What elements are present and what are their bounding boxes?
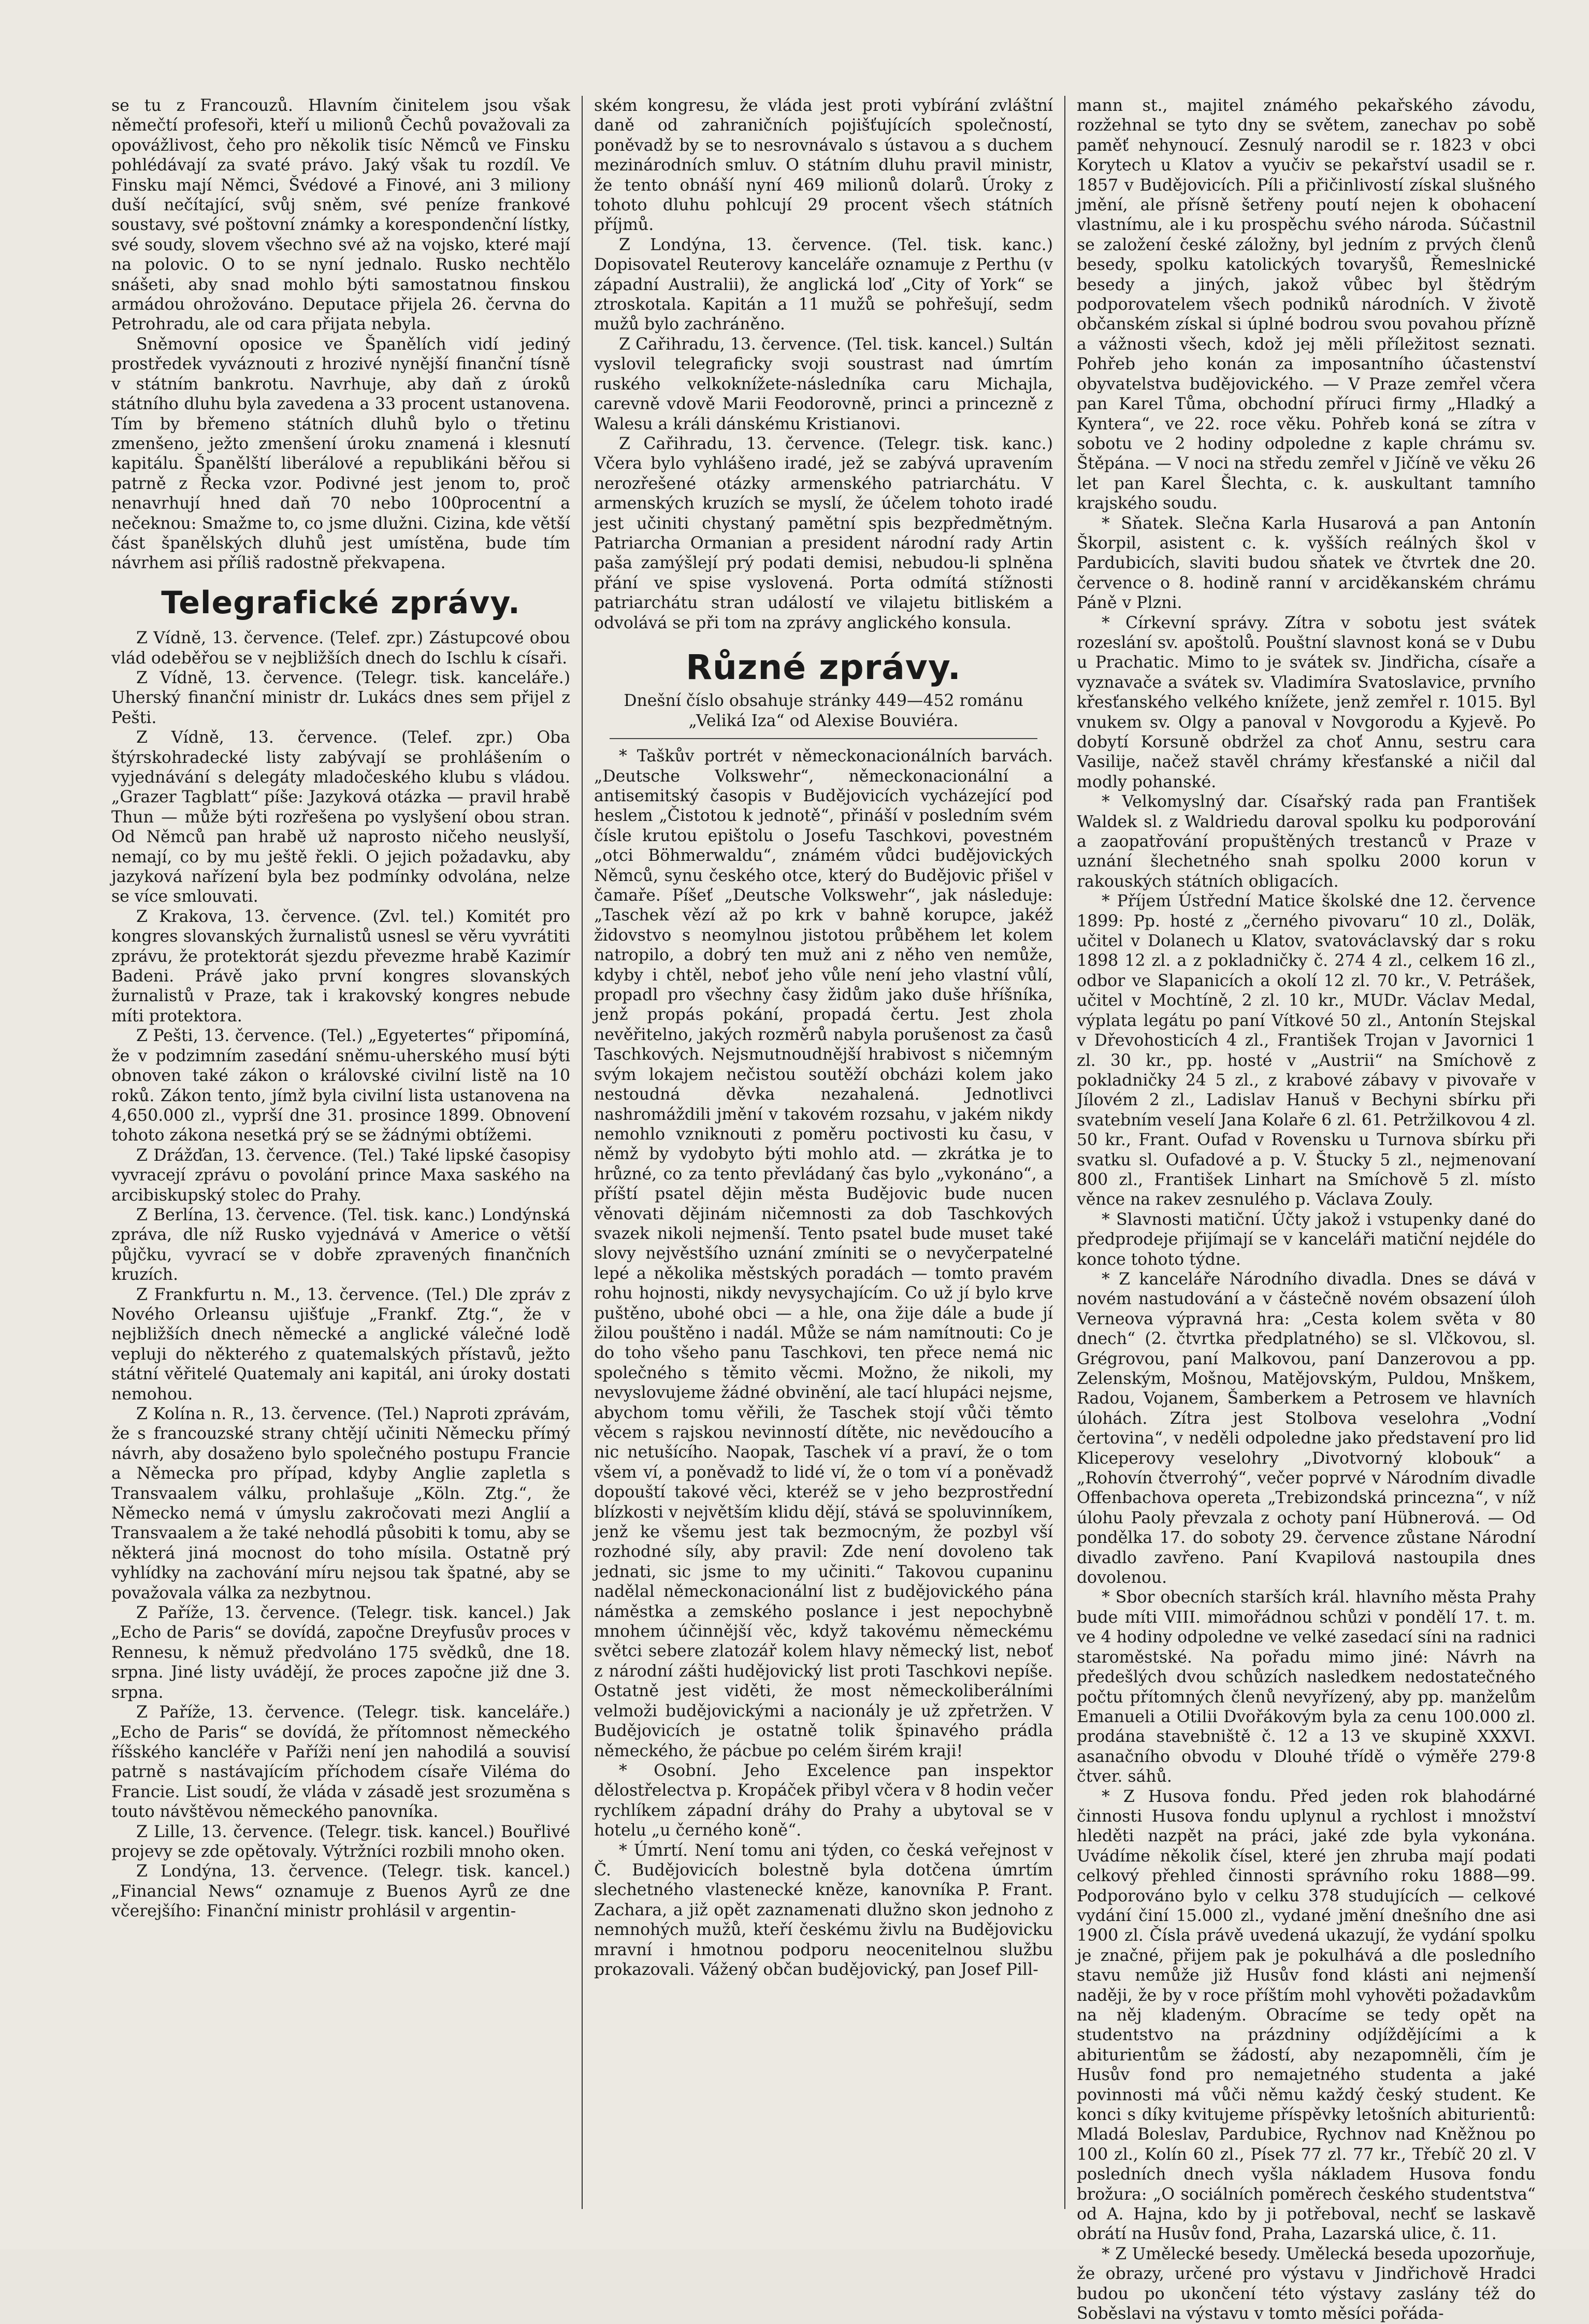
column-rule — [1064, 96, 1065, 2209]
telegram-item: Z Vídně, 13. července. (Telegr. tisk. kanceláře.) Uherský finanční ministr dr. Lukács dnes sem přijel z Pešti. — [111, 668, 570, 727]
section-heading-misc: Různé zprávy. — [686, 647, 961, 687]
news-item: * Církevní správy. Zítra v sobotu jest svátek rozeslání sv. apoštolů. Pouštní slavnost koná se v Dubu u Prachatic. Mimo to je svátek sv. Jindřicha, císaře a vyznavače a svátek sv. Vladimíra Svatoslavice, prvního křesťanského velkého knížete, jenž zemřel r. 1015. Byl vnukem sv. Olgy a panoval v Novgorodu a Kyjevě. Po dobytí Korsuně obdržel za choť Annu, sestru cara Vasilije, načež stavěl chrámy křesťanské a ničil dal modly pohanské. — [1077, 613, 1536, 791]
telegram-item: Z Pešti, 13. července. (Tel.) „Egyetertes“ připomíná, že v podzimním zasedání sněmu-uherského musí býti obnoven také zákon o královské civilní listě na 10 roků. Zákon tento, jímž byla civilní lista ustanovena na 4,650.000 zl., vyprší dne 31. prosince 1899. Obnovení tohoto zákona nesetká prý se se žádnými obtížemi. — [111, 1027, 570, 1145]
paragraph: mann st., majitel známého pekařského závodu, rozžehnal se tyto dny se světem, zanechav po sobě paměť nehynoucí. Zesnulý narodil se r. 1823 v obci Korytech u Klatov a vyučiv se pekařství usadil se r. 1857 v Budějovicích. Píli a přičinlivostí získal slušného jmění, ale přísně šetřeny poutí nejen k obohacení vlastnímu, ale i ku prospěchu svého národa. Súčastnil se založení české záložny, byl jedním z prvých členů besedy, spolku katolických tovaryšů, Řemeslnické besedy a jiných, jakož vůbec byl štědrým podporovatelem všech podniků národních. V životě občanském získal si úplné bodrou svou povahou přízně a vážnosti všech, kdož jej měli příležitost seznati. Pohřeb jeho konán za imposantního účastenství obyvatelstva budějovického. — V Praze zemřel včera pan Karel Tůma, obchodní příruci firmy „Hladký a Kyntera“, ve 22. roce věku. Pohřeb koná se zítra v sobotu ve 2 hodiny odpoledne z kaple chrámu sv. Štěpána. — V noci na středu zemřel v Jičíně ve věku 26 let pan Karel Šlechta, c. k. auskultant tamního krajského soudu. — [1077, 96, 1536, 513]
news-item: * Úmrtí. Není tomu ani týden, co česká veřejnost v Č. Budějovicích bolestně byla dotčena úmrtím slechetného vlastenecké kněze, kanovníka P. Frant. Zachara, a již opět zaznamenati dlužno skon jednoho z nemnohých mužů, kteří českému živlu na Budějovicku mravní i hmotnou podporu neocenitelnou službu prokazovali. Vážený občan budějovický, pan Josef Pill- — [594, 1841, 1053, 1979]
paragraph: Sněmovní oposice ve Španělích vidí jediný prostředek vyváznouti z hrozivé nynější finanční tísně v státním bankrotu. Navrhuje, aby daň z úroků státního dluhu byla zavedena a 33 procent ustanovena. Tím by břemeno státních dluhů bylo o třetinu zmenšeno, ježto zmenšení úroku znamená i klesnutí kapitálu. Španělští liberálové a republikáni běřou si patrně z Řecka vzor. Podivné jest jenom to, proč nenavrhují hned daň 70 nebo 100procentní a nečeknou: Smažme to, co jsme dlužni. Cizina, kde větší část španělských dluhů jest umístěna, bude tím návrhem asi příliš radostně překvapena. — [111, 335, 570, 573]
paragraph: ském kongresu, že vláda jest proti vybírání zvláštní daně od zahraničních pojišťujících společností, poněvadž by se to nesrovnávalo s ústavou a s duchem mezinárodních smluv. O státním dluhu pravil ministr, že tento obnáší nyní 469 milionů dolarů. Úroky z tohoto dluhu pohlcují 29 procent všech státních příjmů. — [594, 96, 1053, 235]
news-item: * Slavnosti matiční. Účty jakož i vstupenky dané do předprodeje přijímají se v kanceláři matiční nejdéle do konce tohoto týdne. — [1077, 1210, 1536, 1269]
column-1 — [111, 96, 570, 2209]
news-item: * Z Husova fondu. Před jeden rok blahodárné činnosti Husova fondu uplynul a rychlost i množství hleděti nazpět na práci, jaké zde byla vykonána. Uvádíme několik čísel, které jen zhruba mají podati celkový přehled činnosti správního roku 1888—99. Podporováno bylo v celku 378 studujících — celkové vydání činí 15.000 zl., vydané jmění dnešního dne asi 1900 zl. Čísla právě uvedená ukazují, že vydání spolku je značné, přijem pak je pokulhává a dle posledního stavu nemůže již Husův fond klásti ani nejmenší naději, že by v roce příštím mohl vyhověti požadavkům na něj kladeným. Obracíme se tedy opět na studentstvo na prázdniny odjíždějícími a k abiturientům se žádostí, aby nezapomněli, čím je Husův fond pro nemajetného studenta a jaké povinnosti má vůči němu každý český student. Ke konci s díky kvitujeme příspěvky letošních abiturientů: Mladá Boleslav, Pardubice, Rychnov nad Kněžnou po 100 zl., Kolín 60 zl., Písek 77 zl. 77 kr., Třebíč 20 zl. V posledních dnech vyšla nákladem Husova fondu brožura: „O sociálních poměrech českého studentstva“ od A. Hajna, kdo by ji potřeboval, nechť se laskavě obrátí na Husův fond, Praha, Lazarská ulice, č. 11. — [1077, 1787, 1536, 2244]
column-rule — [582, 96, 583, 2209]
telegram-item: Z Drážďan, 13. července. (Tel.) Také lipské časopisy vyvracejí zprávu o povolání prince Maxa saského na arcibiskupský stolec do Prahy. — [111, 1146, 570, 1205]
section-subtitle: Dnešní číslo obsahuje stránky 449—452 románu „Veliká Iza“ od Alexise Bouviéra. — [624, 691, 1023, 730]
section-heading-telegrams: Telegrafické zprávy. — [161, 584, 521, 621]
news-item: * Velkomyslný dar. Císařský rada pan František Waldek sl. z Waldriedu daroval spolku ku podporování a zaopatřování propuštěných trestanců v Praze v uznání šlechetného snah spolku 2000 korun v rakouských státních obligacích. — [1077, 792, 1536, 891]
news-item: * Sbor obecních starších král. hlavního města Prahy bude míti VIII. mimořádnou schůzi v pondělí 17. t. m. ve 4 hodiny odpoledne ve velké zasedací síni na radnici staroměstské. Na pořadu mimo jiné: Návrh na předešlých dvou schůzích nasledkem nedostatečného počtu přítomných členů nevyřízený, aby pp. manželům Emanueli a Otilii Dvořákovým byla za cenu 100.000 zl. prodána stavebniště č. 12 a 13 ve skupině XXXVI. asanačního obvodu v Dlouhé třídě o výměře 279·8 čtver. sáhů. — [1077, 1588, 1536, 1786]
telegram-item: Z Krakova, 13. července. (Zvl. tel.) Komitét pro kongres slovanských žurnalistů usnesl se věru vyvrátiti zprávu, že protektorát sjezdu převezme hrabě Kazimír Badeni. Právě jako první kongres slovanských žurnalistů v Praze, tak i krakovský kongres nebude míti protektora. — [111, 907, 570, 1026]
telegram-item: Z Berlína, 13. července. (Tel. tisk. kanc.) Londýnská zpráva, dle níž Rusko vyjednává v Americe o větší půjčku, vyvrací se v dobře zpravených finančních kruzích. — [111, 1205, 570, 1284]
telegram-item: Z Londýna, 13. července. (Telegr. tisk. kancel.) „Financial News“ oznamuje z Buenos Ayrů ze dne včerejšího: Finanční ministr prohlásil v argentin- — [111, 1862, 570, 1921]
columns — [111, 96, 1536, 2323]
news-item: * Příjem Ústřední Matice školské dne 12. července 1899: Pp. hosté z „černého pivovaru“ 10 zl., Doläk, učitel v Dolanech u Klatov, svatováclavský dar s roku 1898 12 zl. a z pokladničky č. 274 4 zl., celkem 16 zl., odbor ve Slapanicích a okolí 12 zl. 70 kr., V. Petrášek, učitel v Mochtíně, 2 zl. 10 kr., MUDr. Václav Medal, výplata legátu po paní Vítkové 50 zl., Antonín Stejskal v Dřevohosticích 4 zl., František Trojan v Javornici 1 zl. 30 kr., pp. hosté v „Austrii“ na Smíchově z pokladničky 24 5 zl., z krabové zábavy v pivovaře v Jílovém 2 zl., Ladislav Hanuš v Bechyni sbírku při svatebním veselí Jana Kolaře 6 zl. 61. Petržilkovou 4 zl. 50 kr., Frant. Oufad v Rovensku u Turnova sbírku při svatku sl. Oufadové a p. V. Štucky 5 zl., nejmenovaní 800 zl., František Linhart na Smíchově 5 zl. místo věnce na rakev zesnulého p. Václava Zouly. — [1077, 892, 1536, 1209]
column-2 — [594, 96, 1053, 2209]
column-3 — [1077, 96, 1536, 2323]
news-item: * Taškův portrét v německonacionálních barvách. „Deutsche Volkswehr“, německonacionální a antisemitský časopis v Budějovicích vycházející pod heslem „Čistotou k jednotě“, přináší v posledním svém čísle krutou epištolu o Josefu Taschkovi, povestném „otci Böhmerwaldu“, známém vůdci budějovických Němců, synu českého otce, který do Budějovic přišel v čamaře. Píšeť „Deutsche Volkswehr“, jak následuje: „Taschek vězí až po krk v bahně korupce, jakéž židovstvo s neomylnou jistotou průběhem let kolem natropilo, a dobrý ten muž ani z něho ven nemůže, kdyby i chtěl, neboť jeho vůle není jeho vlastní vůlí, propadl pro všechny časy židům jako duše hříšníka, jenž propás pokání, propadá čertu. Jest zhola nevěřitelno, jakých rozměrů nabyla porušenost za časů Taschkových. Nejsmutnoudnější hrabivost s ničemným svým lokajem nečistou soutěží obcházi kolem jako nestoudná děvka nezahalená. Jednotlivci nashromáždili jmění v takovém rozsahu, v jakém nikdy nemohlo vzniknouti z poměru poctivosti ku času, v němž by vydobyto býti mohlo atd. — zkrátka je to hrůzné, co za tento převládaný čas bylo „vykonáno“, a příští psatel dějin města Budějovic bude nucen věnovati dějinám ničemnosti za dob Taschkových svazek nikoli nejmenší. Tento psatel bude muset také slovy nejvěstšího uznání zmíniti se o nevyčerpatelné lepé a několika městských poradách — tomto pravém rohu hojnosti, nikdy nevysychajícím. Co už jí bylo krve puštěno, ubohé obci — a hle, ona žije dále a bude jí žilou pouštěno i nadál. Může se nám namítnouti: Co je do toho všeho panu Taschkovi, ten přece nemá nic společného s těmito věcmi. Možno, že nikoli, my nevyslovujeme žádné obvinění, ale tací hlupáci nejsme, abychom tomu věřili, že Taschek stojí vůči těmto věcem s rajskou nevinností dítěte, nic nevědoucího a nic netušícího. Naopak, Taschek ví a praví, že o tom všem ví, a poněvadž to lidé ví, že o tom ví a poněvadž dopouští takové věci, kteréž se v jeho bezprostřední blízkosti v největším klidu dějí, stává se spoluvinníkem, jenž ke všemu jest tak bezmocným, že pozbyl vší rozhodné síly, aby pravil: Zde není dovoleno tak jednati, sic jsme to my učiniti.“ Takovou cupaninu nadělal německonacionální list z budějovického pána náměstka a zemského poslance i jest nepochybně mnohem účinnější věc, když takovému německému světci sebere zlatozář kolem hlavy německý list, neboť z národní zášti hudějovický list proti Taschkovi nepíše. Ostatně jest viděti, že most německoliberálními velmoži budějovickými a nacionály je už zpřetržen. V Budějovicích je ostatně tolik špinavého prádla německého, že pácbue po celém širém kraji! — [594, 747, 1053, 1760]
telegram-item: Z Lille, 13. července. (Telegr. tisk. kancel.) Bouřlivé projevy se zde opětovaly. Výtržníci rozbili mnoho oken. — [111, 1822, 570, 1861]
telegram-item: Z Vídně, 13. července. (Telef. zpr.) Zástupcové obou vlád odeběřou se v nejbližších dnech do Ischlu k císaři. — [111, 629, 570, 668]
telegram-item: Z Kolína n. R., 13. července. (Tel.) Naproti zprávám, že s francouzské strany chtějí učiniti Německu přímý návrh, aby dosaženo bylo společného postupu Francie a Německa pro případ, kdyby Anglie zapletla s Transvaalem válku, prohlašuje „Köln. Ztg.“, že Německo nemá v úmyslu zakročovati mezi Anglií a Transvaalem a že také nehodlá působiti k tomu, aby se některá jiná mocnost do toho mísila. Ostatně prý vyhlídky na zachování míru nejsou tak špatné, aby se považovala válka za nezbytnou. — [111, 1405, 570, 1603]
news-item: * Z kanceláře Národního divadla. Dnes se dává v novém nastudování a v částečně novém obsazení úloh Verneova výpravná hra: „Cesta kolem světa v 80 dnech“ (2. čtvrtka předplatného) se sl. Vlčkovou, sl. Grégrovou, paní Malkovou, paní Danzerovou a pp. Zelenským, Mošnou, Matějovským, Puldou, Mnškem, Radou, Vojanem, Šamberkem a Petrosem ve hlavních úlohách. Zítra jest Stolbova veselohra „Vodní čertovina“, v neděli odpoledne jako představení pro lid Kliceperovy veselohry „Divotvorný klobouk“ a „Rohovín čtverrohý“, večer poprvé v Národním divadle Offenbachova opereta „Trebizondská princezna“, v níž úlohu Paoly převzala z ochoty paní Hübnerová. — Od pondělka 17. do soboty 29. července zůstane Národní divadlo zavřeno. Paní Kvapilová nastoupila dnes dovolenou. — [1077, 1269, 1536, 1587]
news-item: * Sňatek. Slečna Karla Husarová a pan Antonín Škorpil, asistent c. k. vyšších reálných škol v Pardubicích, slaviti budou sňatek ve čtvrtek dne 20. července o 8. hodině ranní v arciděkanském chrámu Páně v Plzni. — [1077, 514, 1536, 613]
telegram-item: Z Vídně, 13. července. (Telef. zpr.) Oba štýrskohradecké listy zabývají se prohlášením o vyjednávání s delegáty mladočeského klubu s vládou. „Grazer Tagblatt“ píše: Jazyková otázka — pravil hrabě Thun — může býti rozřešena po vyslyšení obou stran. Od Němců pan hrabě už naprosto ničeho neuslyší, nemají, co by mu ještě řekli. O jejich požadavku, aby jazyková nařízení byla bez podmínky odvolána, nelze se více smlouvati. — [111, 728, 570, 906]
news-item: * Z Umělecké besedy. Umělecká beseda upozorňuje, že obrazy, určené pro výstavu v Jindřichově Hradci budou po ukončení této výstavy zaslány též do Soběslavi na výstavu v tomto měsíci pořáda- — [1077, 2244, 1536, 2323]
telegram-item: Z Paříže, 13. července. (Telegr. tisk. kanceláře.) „Echo de Paris“ se dovídá, že přítomnost německého říšského kancléře v Paříži není jen nahodilá a souvisí patrně s nastávajícím příchodem císaře Viléma do Francie. List soudí, že vláda v zásadě jest srozuměna s touto návštěvou německého panovníka. — [111, 1703, 570, 1822]
telegram-item: Z Cařihradu, 13. července. (Tel. tisk. kancel.) Sultán vyslovil telegraficky svoji soustrast nad úmrtím ruského velkoknížete-následníka caru Michajla, carevně vdově Marii Feodorovně, princi a princezně z Walesu a králi dánskému Kristianovi. — [594, 335, 1053, 434]
divider — [610, 738, 1037, 739]
telegram-item: Z Londýna, 13. července. (Tel. tisk. kanc.) Dopisovatel Reuterovy kanceláře oznamuje z Perthu (v západní Australii), že anglická loď „City of York“ se ztroskotala. Kapitán a 11 mužů se pohřešují, sedm mužů bylo zachráněno. — [594, 235, 1053, 334]
news-item: * Osobní. Jeho Excelence pan inspektor dělostřelectva p. Kropáček přibyl včera v 8 hodin večer rychlíkem západní dráhy do Prahy a ubytoval se v hotelu „u černého koně“. — [594, 1761, 1053, 1840]
paragraph: se tu z Francouzů. Hlavním činitelem jsou však němečtí profesoři, kteří u milionů Čechů považovali za opovážlivost, čeho pro několik tisíc Němců ve Finsku pohlédávají za svaté právo. Jaký však tu rozdíl. Ve Finsku mají Němci, Švédové a Finové, ani 3 miliony duší nečítající, svůj sněm, své peníze frankové soustavy, své poštovní známky a korespondenční lístky, své soudy, slovem všechno své až na vojsko, které mají na polovic. O to se nyní jednalo. Rusko nechtělo snášeti, aby snad mohlo býti samostatnou finskou armádou ohrožováno. Deputace přijela 26. června do Petrohradu, ale od cara přijata nebyla. — [111, 96, 570, 334]
telegram-item: Z Cařihradu, 13. července. (Telegr. tisk. kanc.) Včera bylo vyhlášeno iradé, jež se zabývá upravením nerozřešené otázky armenského patriarchátu. V armenských kruzích se myslí, že účelem tohoto iradé jest učiniti chystaný pamětní spis bezpředmětným. Patriarcha Ormanian a president národní rady Artin paša zamýšlejí prý podati demisi, nebudou-li splněna přání ve spise vyslovená. Porta odmítá stížnosti patriarchátu stran událostí ve vilajetu bitliském a odvolává se při tom na zprávy anglického konsula. — [594, 434, 1053, 632]
telegram-item: Z Frankfurtu n. M., 13. července. (Tel.) Dle zpráv z Nového Orleansu ujišťuje „Frankf. Ztg.“, že v nejbližších dnech německé a anglické válečné lodě vepluji do některého z quatemalských přístavů, ježto státní věřitelé Quatemaly ani kapitál, ani úroky dostati nemohou. — [111, 1285, 570, 1404]
telegram-item: Z Paříže, 13. července. (Telegr. tisk. kancel.) Jak „Echo de Paris“ se dovídá, započne Dreyfusův proces v Rennesu, k němuž předvoláno 175 svědků, dne 18. srpna. Jiné listy uvádějí, že proces započne již dne 3. srpna. — [111, 1604, 570, 1702]
